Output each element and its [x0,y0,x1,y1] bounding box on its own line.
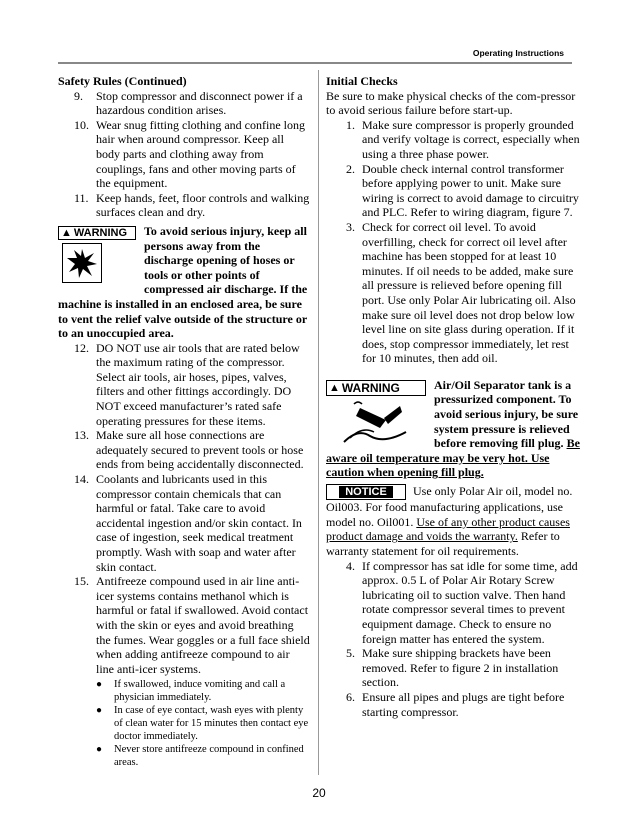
bullet-list [58,678,310,769]
page-header [58,48,572,68]
notice-text-underlined: Use of any other product causes product damage and voids the warranty. [326,514,570,544]
list-item: 12. DO NOT use air tools that are rated below the maximum rating of the compressor. Select air tools, air hoses, pipes, valves, filters and other fittings accordingly. DO NOT exceed manufacturer’s rated safe operating pressures for these items. [74,340,300,428]
list-item: 13. Make sure all hose connections are adequately secured to prevent tools or hose ends from being accidentally disconnected. [74,428,304,472]
bullet-item: ● Never store antifreeze compound in confined areas. [96,744,304,769]
header-title: Operating Instructions [472,48,564,58]
warning-block [58,224,310,341]
right-column [326,74,582,719]
warning-label: ▲ WARNING [326,380,426,396]
hot-surface-icon [340,398,410,444]
intro-paragraph: Be sure to make physical checks of the com-pressor to avoid serious failure before start-up. [326,88,576,118]
notice-paragraph: NOTICE Use only Polar Air oil, model no. Oil003. For food manufacturing applications, use model no. Oil001. Use of any other product causes product damage and voids the warranty. Refer to warranty statement for oil requirements. [326,484,573,559]
list-item: 3. Check for correct oil level. To avoid overfilling, check for correct oil level after machine has been stopped for at least 10 minutes. If oil needs to be added, make sure all pressure is relieved before opening fill port. Use only Polar Air lubricating oil. Also make sure oil level does not drop below low level line on site glass during operation. If it does, stop compressor immediately, let rest for 10 minutes, then add oil. [346,219,576,366]
notice-label: NOTICE [326,484,406,500]
bullet-item: ● In case of eye contact, wash eyes with plenty of clean water for 15 minutes then contact eye doctor immediately. [96,705,309,743]
list-item: 9. Stop compressor and disconnect power if a hazardous condition arises. [74,88,303,118]
bullet-icon: ● [96,679,103,691]
list-item: 5. Make sure shipping brackets have been removed. Refer to figure 2 in installation section. [346,646,559,690]
left-column [58,74,310,769]
list-item: 2. Double check internal control transformer before applying power to unit. Make sure wiring is correct to avoid damage to circuitry and PLC. Refer to wiring diagram, figure 7. [346,161,579,220]
list-item: 14. Coolants and lubricants used in this compressor contain chemicals that can harmful or fatal. Take care to avoid accidental ingestion and/or skin contact. In case of ingestion, seek medical treatment promptly. Wash with soap and water after skin contact. [74,472,302,574]
warning-sign [58,226,136,283]
section-heading-safety: Safety Rules (Continued) [58,74,187,88]
warning-sign [326,380,426,444]
bullet-icon: ● [96,705,103,717]
warning-triangle-icon: ▲ [61,226,72,239]
list-item: 10. Wear snug fitting clothing and confine long hair when around compressor. Keep all body parts and clothing away from couplings, fans and other moving parts of the equipment. [74,117,305,191]
section-heading-initial-checks: Initial Checks [326,74,398,88]
warning-text: To avoid serious injury, keep all persons away from the discharge opening of hoses or tools or other points of compressed air discharge. If the machine is installed in an enclosed area, be sure to vent the relief valve outside of the structure or to an unoccupied area. [58,223,308,341]
warning-block [326,378,582,480]
list-item: 4. If compressor has sat idle for some time, add approx. 0.5 L of Polar Air Rotary Screw lubricating oil to suction valve. Then hand rotate compressor several times to prevent equipment damage. Check to ensure no foreign matter has entered the system. [346,558,578,646]
warning-text: Air/Oil Separator tank is a pressurized component. To avoid serious injury, be sure system pressure is relieved before removing fill plug. [434,377,579,451]
list-item: 6. Ensure all pipes and plugs are tight before starting compressor. [346,690,565,719]
warning-triangle-icon: ▲ [329,381,340,394]
column-divider [318,70,319,775]
warning-label: ▲ WARNING [58,226,136,240]
list-item: 1. Make sure compressor is properly grounded and verify voltage is correct, especially when using a three phase power. [346,117,580,161]
list-item: 11. Keep hands, feet, floor controls and walking surfaces clean and dry. [74,190,310,220]
explosion-icon [62,243,102,283]
bullet-item: ● If swallowed, induce vomiting and call a physician immediately. [96,679,286,704]
list-item: 15. Antifreeze compound used in air line anti-icer systems contains methanol which is harmful or fatal if swallowed. Avoid contact with the skin or eyes and avoid breathing the fumes. Wear goggles or a full face shield when adding antifreeze compound to air line anti-icer systems. [74,574,310,676]
header-rule [58,62,572,64]
bullet-icon: ● [96,744,103,756]
page-number: 20 [312,786,326,800]
warning-text-underlined: Be aware oil temperature may be very hot. Use caution when opening fill plug. [326,436,580,480]
